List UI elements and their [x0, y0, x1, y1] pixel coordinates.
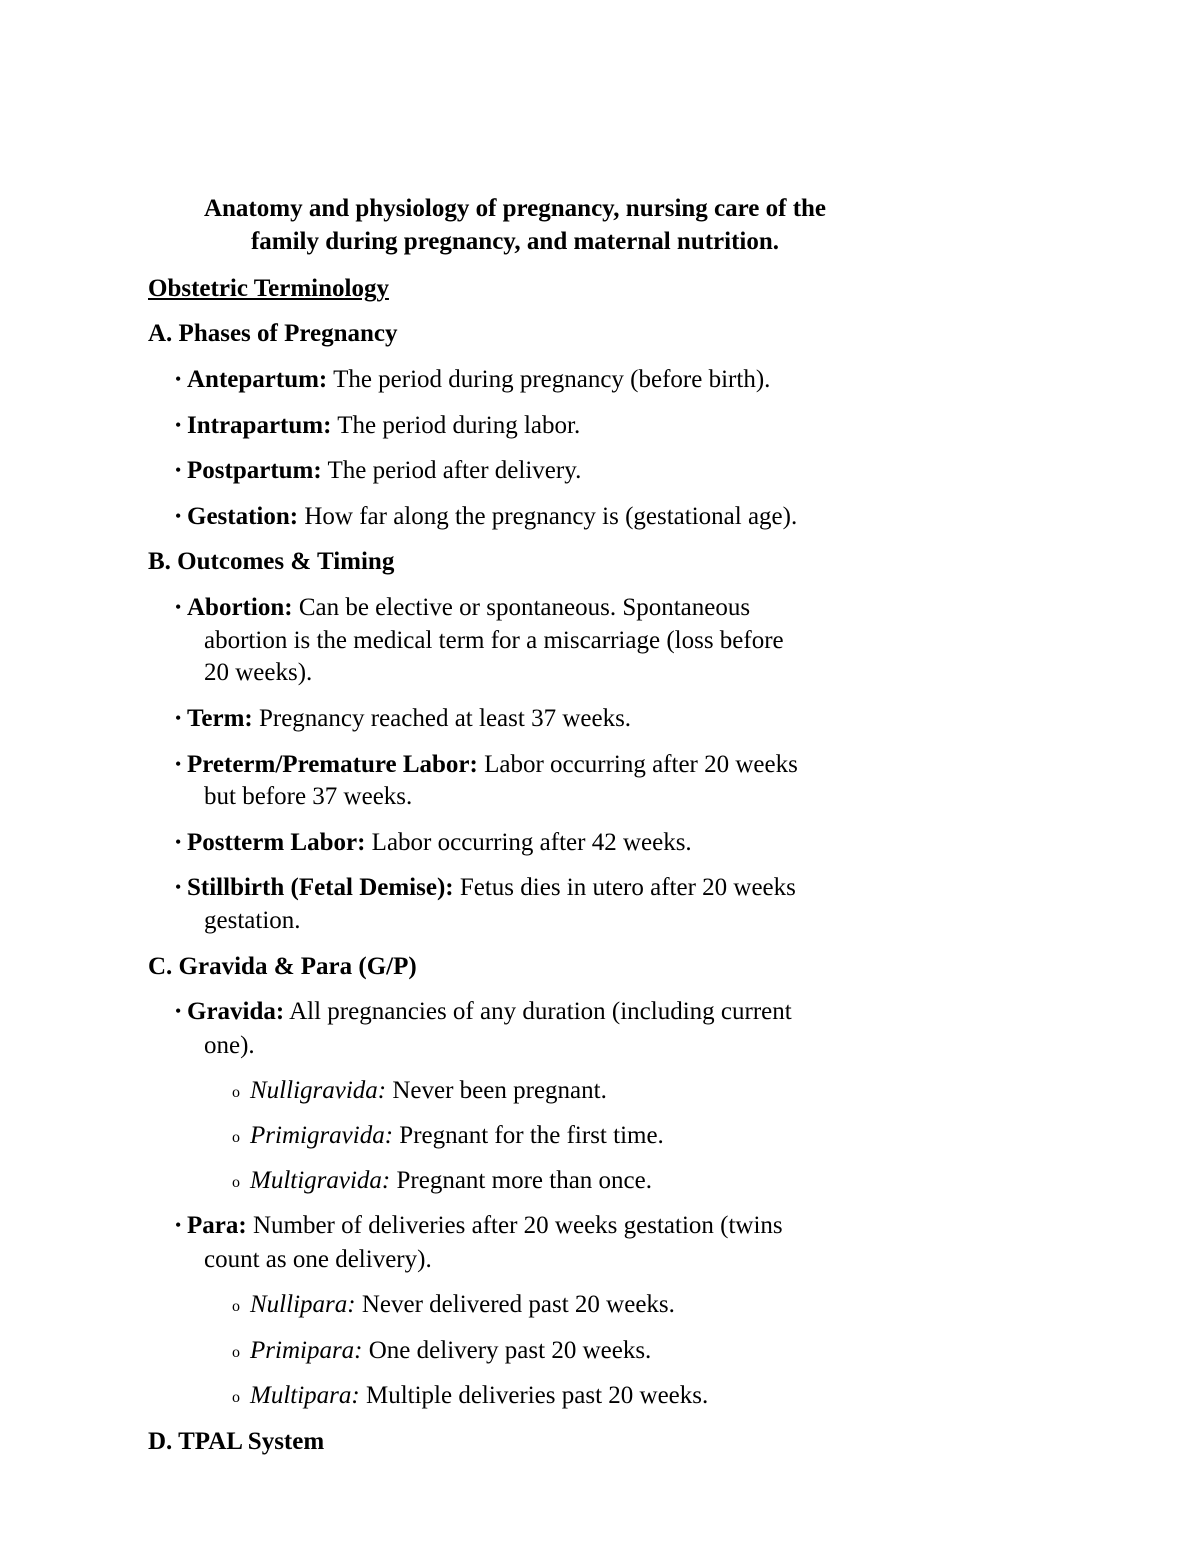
- list-item: [175, 1209, 783, 1242]
- list-item: [175, 454, 581, 487]
- definition: Multiple deliveries past 20 weeks.: [359, 1382, 709, 1409]
- circle-bullet-icon: o: [232, 1389, 240, 1406]
- sub-list-item: [232, 1334, 651, 1369]
- term: Gravida:: [187, 998, 285, 1025]
- definition: Labor occurring after 20 weeks: [477, 751, 798, 778]
- bullet-icon: •: [175, 832, 182, 852]
- term: Primipara:: [250, 1337, 363, 1364]
- definition: One delivery past 20 weeks.: [362, 1337, 652, 1364]
- bullet-icon: •: [175, 877, 182, 897]
- section-heading-b: B. Outcomes & Timing: [148, 548, 395, 575]
- circle-bullet-icon: o: [232, 1129, 240, 1146]
- list-item-continuation: but before 37 weeks.: [204, 783, 413, 810]
- bullet-icon: •: [175, 506, 182, 526]
- list-item: [175, 995, 792, 1028]
- term: Nulligravida:: [250, 1077, 387, 1104]
- term: Nullipara:: [250, 1291, 356, 1318]
- title-line-2: family during pregnancy, and maternal nutrition.: [250, 228, 780, 255]
- term: Para:: [187, 1212, 247, 1239]
- term: Abortion:: [187, 594, 293, 621]
- list-item: [175, 702, 631, 735]
- section-heading-a: A. Phases of Pregnancy: [148, 320, 398, 347]
- bullet-icon: •: [175, 1215, 182, 1235]
- term: Postpartum:: [187, 457, 322, 484]
- definition: The period during pregnancy (before birth).: [327, 366, 771, 393]
- sub-list-item: [232, 1379, 708, 1414]
- list-item-continuation: gestation.: [204, 907, 301, 934]
- term: Primigravida:: [250, 1122, 394, 1149]
- definition: The period after delivery.: [321, 457, 582, 484]
- bullet-icon: •: [175, 415, 182, 435]
- bullet-icon: •: [175, 1001, 182, 1021]
- bullet-icon: •: [175, 754, 182, 774]
- sub-list-item: [232, 1119, 664, 1154]
- list-item-continuation: abortion is the medical term for a miscarriage (loss before: [204, 627, 784, 654]
- term: Multipara:: [250, 1382, 360, 1409]
- sub-list-item: [232, 1164, 652, 1199]
- list-item: [175, 363, 770, 396]
- list-item: [175, 500, 797, 533]
- term: Preterm/Premature Labor:: [187, 751, 478, 778]
- definition: Pregnancy reached at least 37 weeks.: [252, 705, 632, 732]
- section-heading-d: D. TPAL System: [148, 1428, 325, 1455]
- term: Term:: [187, 705, 253, 732]
- term: Gestation:: [187, 503, 299, 530]
- list-item-continuation: count as one delivery).: [204, 1246, 432, 1273]
- bullet-icon: •: [175, 369, 182, 389]
- section-heading-c: C. Gravida & Para (G/P): [148, 953, 417, 980]
- document-title: [150, 192, 880, 258]
- definition: Pregnant more than once.: [390, 1167, 652, 1194]
- definition: The period during labor.: [331, 412, 581, 439]
- definition: Can be elective or spontaneous. Spontaneous: [292, 594, 751, 621]
- list-item: [175, 826, 692, 859]
- sub-list-item: [232, 1288, 675, 1323]
- circle-bullet-icon: o: [232, 1344, 240, 1361]
- definition: Labor occurring after 42 weeks.: [365, 829, 692, 856]
- list-item: [175, 409, 580, 442]
- circle-bullet-icon: o: [232, 1084, 240, 1101]
- bullet-icon: •: [175, 597, 182, 617]
- term: Postterm Labor:: [187, 829, 366, 856]
- circle-bullet-icon: o: [232, 1298, 240, 1315]
- bullet-icon: •: [175, 460, 182, 480]
- section-subtitle: Obstetric Terminology: [148, 275, 389, 302]
- definition: How far along the pregnancy is (gestational age).: [298, 503, 798, 530]
- list-item: [175, 748, 798, 781]
- bullet-icon: •: [175, 708, 182, 728]
- definition: Fetus dies in utero after 20 weeks: [453, 874, 796, 901]
- term: Intrapartum:: [187, 412, 332, 439]
- title-line-1: Anatomy and physiology of pregnancy, nursing care of the: [203, 195, 827, 222]
- sub-list-item: [232, 1074, 607, 1109]
- term: Antepartum:: [187, 366, 328, 393]
- definition: Pregnant for the first time.: [393, 1122, 664, 1149]
- list-item-continuation: 20 weeks).: [204, 659, 313, 686]
- list-item: [175, 871, 796, 904]
- term: Stillbirth (Fetal Demise):: [187, 874, 454, 901]
- definition: Never delivered past 20 weeks.: [355, 1291, 675, 1318]
- definition: Number of deliveries after 20 weeks gestation (twins: [246, 1212, 783, 1239]
- list-item: [175, 591, 750, 624]
- circle-bullet-icon: o: [232, 1174, 240, 1191]
- list-item-continuation: one).: [204, 1032, 255, 1059]
- definition: Never been pregnant.: [386, 1077, 607, 1104]
- definition: All pregnancies of any duration (including current: [284, 998, 792, 1025]
- term: Multigravida:: [250, 1167, 391, 1194]
